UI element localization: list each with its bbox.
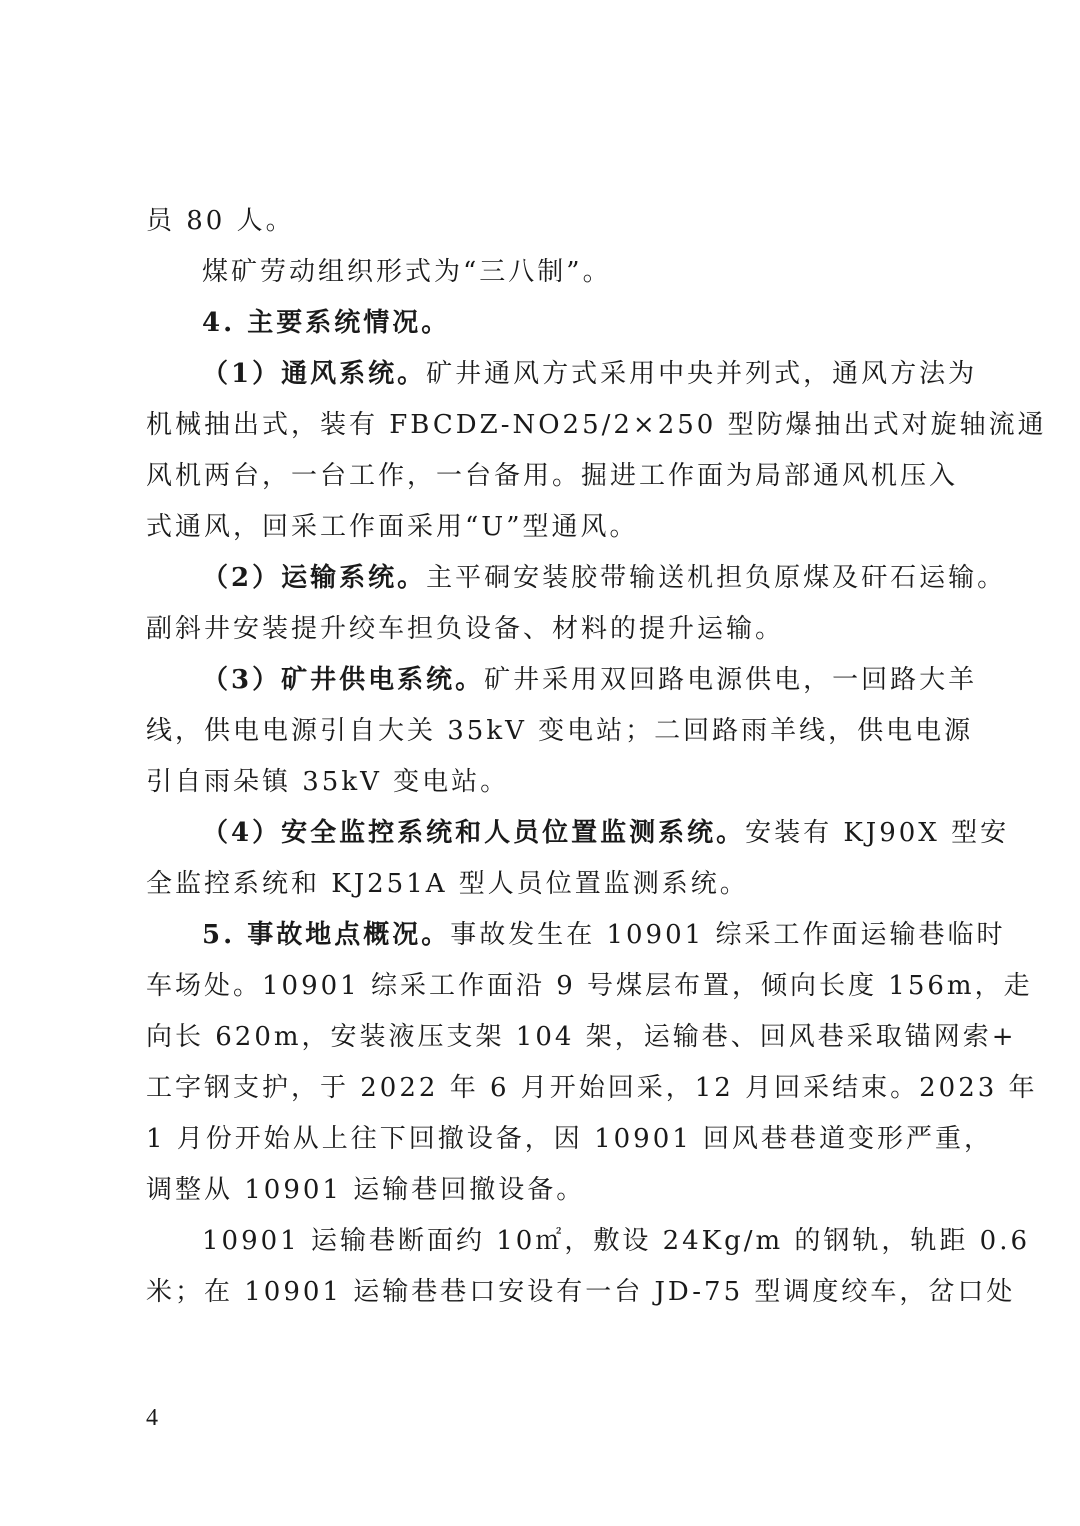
text-run: 事故发生在 10901 综采工作面运输巷临时 [450, 920, 1006, 950]
text-line: 机械抽出式，装有 FBCDZ-NO25/2×250 型防爆抽出式对旋轴流通 [146, 410, 1047, 440]
page-number: 4 [146, 1405, 158, 1431]
text-line: 米；在 10901 运输巷巷口安设有一台 JD-75 型调度绞车，岔口处 [146, 1277, 1016, 1307]
text-line [146, 910, 1006, 961]
subsection-heading: （4）安全监控系统和人员位置监测系统。 [202, 818, 746, 848]
section-heading: 4. 主要系统情况。 [202, 308, 451, 338]
text-line: 引自雨朵镇 35kV 变电站。 [146, 767, 510, 797]
text-line: 线，供电电源引自大关 35kV 变电站；二回路雨羊线，供电电源 [146, 716, 974, 746]
text-line: 全监控系统和 KJ251A 型人员位置监测系统。 [146, 869, 749, 899]
text-line: 调整从 10901 运输巷回撤设备。 [146, 1175, 586, 1205]
text-line [146, 553, 1007, 604]
subsection-heading: （3）矿井供电系统。 [202, 665, 485, 695]
text-run: 矿井采用双回路电源供电，一回路大羊 [484, 665, 978, 695]
text-line: 员 80 人。 [146, 206, 295, 236]
subsection-heading: （1）通风系统。 [202, 359, 427, 389]
text-line: 1 月份开始从上往下回撤设备，因 10901 回风巷巷道变形严重， [146, 1124, 994, 1154]
text-line: 式通风，回采工作面采用“U”型通风。 [146, 512, 639, 542]
text-line: 向长 620m，安装液压支架 104 架，运输巷、回风巷采取锚网索+ [146, 1022, 1017, 1052]
subsection-heading: （2）运输系统。 [202, 563, 427, 593]
text-line: 工字钢支护，于 2022 年 6 月开始回采，12 月回采结束。2023 年 [146, 1073, 1038, 1103]
text-line: 车场处。10901 综采工作面沿 9 号煤层布置，倾向长度 156m，走 [146, 971, 1033, 1001]
text-line [146, 808, 1010, 859]
text-line [146, 349, 978, 400]
text-run: 主平硐安装胶带输送机担负原煤及矸石运输。 [426, 563, 1007, 593]
text-run: 矿井通风方式采用中央并列式，通风方法为 [426, 359, 978, 389]
text-line: 10901 运输巷断面约 10㎡，敷设 24Kg/m 的钢轨，轨距 0.6 [202, 1226, 1031, 1256]
text-line: 副斜井安装提升绞车担负设备、材料的提升运输。 [146, 614, 785, 644]
text-line: 煤矿劳动组织形式为“三八制”。 [202, 257, 612, 287]
section-heading: 5. 事故地点概况。 [202, 920, 451, 950]
text-run: 安装有 KJ90X 型安 [745, 818, 1010, 848]
text-line: 风机两台，一台工作，一台备用。掘进工作面为局部通风机压入 [146, 461, 959, 491]
text-line [146, 655, 978, 706]
document-body [146, 196, 1047, 1318]
